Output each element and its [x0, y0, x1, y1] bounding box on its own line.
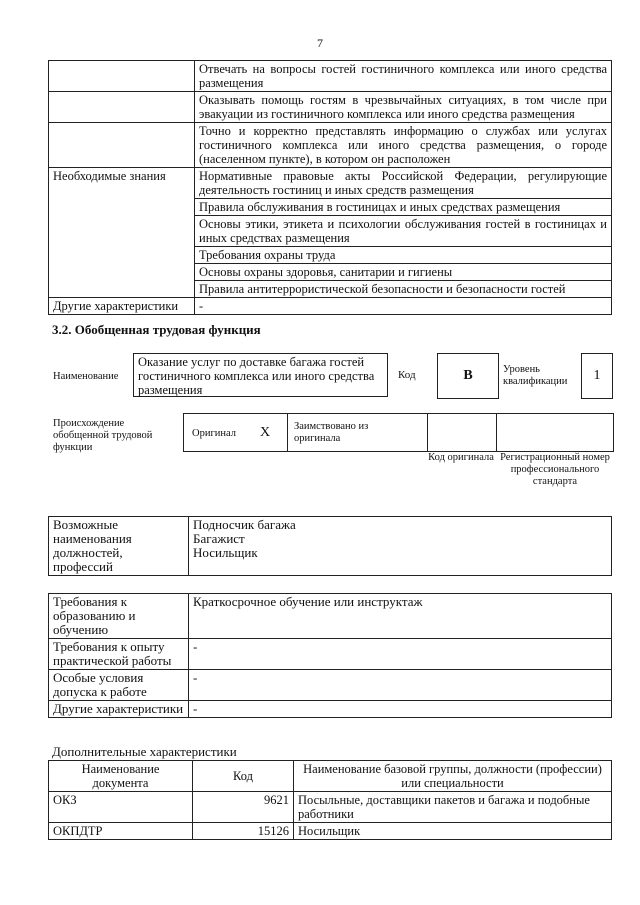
divider	[427, 414, 428, 451]
requirement-value: Краткосрочное обучение или инструктаж	[189, 594, 612, 639]
column-header: Наименование базовой группы, должности (профессии) или специальности	[294, 761, 612, 792]
table-row	[49, 823, 612, 840]
level-label: Уровень квалификации	[503, 364, 568, 387]
additional-table	[48, 760, 612, 840]
divider	[287, 414, 288, 451]
code-value-box: В	[437, 353, 499, 399]
level-value-box: 1	[581, 353, 613, 399]
table-cell: Основы этики, этикета и психологии обслуживания гостей в гостиницах и иных средствах размещения	[195, 216, 612, 247]
knowledge-label: Необходимые знания	[49, 168, 195, 298]
original-mark: X	[260, 425, 271, 440]
code-label: Код	[398, 369, 416, 381]
empty-label-cell	[49, 123, 195, 168]
borrowed-label: Заимствовано из оригинала	[294, 421, 369, 444]
origin-label: Происхождение обобщенной трудовой функции	[53, 418, 153, 453]
position-item: Багажист	[193, 531, 245, 546]
requirement-label: Требования к опыту практической работы	[49, 639, 189, 670]
table-cell: Оказывать помощь гостям в чрезвычайных ситуациях, в том числе при эвакуации из гостиничного комплекса или иного средства размещения	[195, 92, 612, 123]
table-cell: Требования охраны труда	[195, 247, 612, 264]
additional-title: Дополнительные характеристики	[52, 744, 237, 759]
labor-actions-table	[48, 60, 612, 315]
column-header: Код	[193, 761, 294, 792]
position-item: Подносчик багажа	[193, 517, 296, 532]
positions-values	[189, 517, 612, 576]
requirement-label: Требования к образованию и обучению	[49, 594, 189, 639]
other-characteristics-value: -	[195, 298, 612, 315]
requirement-label: Особые условия допуска к работе	[49, 670, 189, 701]
function-name-box: Оказание услуг по доставке багажа гостей гостиничного комплекса или иного средства размещения	[133, 353, 388, 397]
requirement-label: Другие характеристики	[49, 701, 189, 718]
positions-table	[48, 516, 612, 576]
table-cell: Правила антитеррористической безопасности и безопасности гостей	[195, 281, 612, 298]
table-cell: Отвечать на вопросы гостей гостиничного комплекса или иного средства размещения	[195, 61, 612, 92]
origin-box	[183, 413, 614, 452]
table-cell: 15126	[193, 823, 294, 840]
divider	[496, 414, 497, 451]
table-cell: ОКПДТР	[49, 823, 193, 840]
positions-label: Возможные наименования должностей, профессий	[49, 517, 189, 576]
code-original-caption: Код оригинала	[428, 452, 494, 463]
empty-label-cell	[49, 92, 195, 123]
position-item: Носильщик	[193, 545, 258, 560]
table-cell: Носильщик	[294, 823, 612, 840]
other-characteristics-label: Другие характеристики	[49, 298, 195, 315]
table-cell: Основы охраны здоровья, санитарии и гигиены	[195, 264, 612, 281]
requirement-value: -	[189, 639, 612, 670]
table-cell: Посыльные, доставщики пакетов и багажа и подобные работники	[294, 792, 612, 823]
name-label: Наименование	[53, 371, 119, 382]
table-cell: Точно и корректно представлять информацию о службах или услугах гостиничного комплекса или иного средства размещения, о городе (населенном пункте), в котором он расположен	[195, 123, 612, 168]
requirement-value: -	[189, 670, 612, 701]
requirements-table	[48, 593, 612, 718]
original-label: Оригинал	[192, 428, 236, 439]
table-row	[49, 792, 612, 823]
requirement-value: -	[189, 701, 612, 718]
reg-number-caption: Регистрационный номер профессионального стандарта	[500, 452, 610, 487]
empty-label-cell	[49, 61, 195, 92]
page-number: 7	[317, 36, 323, 50]
section-title: 3.2. Обобщенная трудовая функция	[52, 322, 261, 337]
table-cell: Правила обслуживания в гостиницах и иных средствах размещения	[195, 199, 612, 216]
table-cell: 9621	[193, 792, 294, 823]
table-cell: Нормативные правовые акты Российской Федерации, регулирующие деятельность гостиниц и иных средств размещения	[195, 168, 612, 199]
table-cell: ОКЗ	[49, 792, 193, 823]
column-header: Наименование документа	[49, 761, 193, 792]
